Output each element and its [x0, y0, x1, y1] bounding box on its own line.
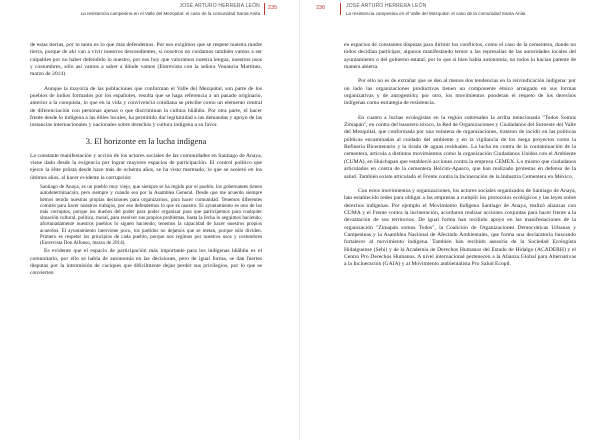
left-header-author: JOSÉ ARTURO HERRERA LEÓN: [179, 3, 260, 9]
body-paragraph: La constante manifestación y acción de los actores sociales de las comunidades en Santiago de Anaya, viene dado desde la exigencia por lograr mayores espacios de participación. El control político que ejerce la élite priista desde hace más de ochenta años, se ha visto mermado, lo que se aceleró en los últimos años, al hacer evidente la corrupción:: [30, 152, 262, 181]
left-page-body: [30, 42, 262, 278]
right-header-title: La resistencia campesina en el Valle del Mezquital: el caso de la comunidad Santa Anita: [346, 11, 526, 16]
left-running-header: [81, 3, 260, 17]
left-header-divider: [264, 3, 265, 15]
right-page: [300, 0, 600, 440]
section-heading: 3. El horizonte en la lucha indígena: [85, 135, 207, 146]
body-paragraph: Por ello no es de extrañar que se den al menos dos tendencias en la reivindicación indígena: por un lado las organizaciones productivas tienen un componente étnico arraigado en sus formas organizativas y de autogestión; por otro, los movimientos ponderan el respeto de los derechos indígenas como estrategia de resistencia.: [344, 78, 576, 107]
quote-continuation: de estas tierras, por lo tanto es lo que más defendemos. Por eso exigimos que se respete nuestra madre tierra, porque de ahí van a vivir nuestros descendientes, si nosotros no cuidamos también vamos a ser culpables por no haber defendido lo nuestro, por eso hoy que valoramos nuestra lengua, nuestros usos y costumbres, sólo así vamos a saber a dónde vamos (Entrevista con la señora Venancia Martínez, marzo de 2014).: [30, 42, 262, 78]
body-paragraph: Aunque la mayoría de las poblaciones que conforman el Valle del Mezquital, son parte de los pueblos de indios formados por los españoles, resulta que se haga referencia a un pasado originario, anterior a la conquista, lo que en la vida y convivencia cotidiana se precibe como un elemento central de diferenciación con personas ajenas o que discriminan la cultura hñähñu. Por otra parte, el hacer frente desde lo indígena a las élites locales, ha permitido dar legitimidad a las demandas y apoyo de las instancias internacionales y nacionales sobre derechos y cultura indígena a su favor.: [30, 85, 262, 129]
body-paragraph: en espacios de constantes disputas para dirimir los conflictos, como el caso de la cementera, donde no todos decidían participar, algunos manifestando temor a las represalias de las autoridades locales del ayuntamiento o del gobierno estatal, por lo que si bien había autonomía, no todos lo hacían patente de manera abierta.: [344, 42, 576, 71]
body-paragraph: Es evidente que el espacio de participación más importante para los indígenas hñähñu es el comunitario, por ello se habla de autonomía en las decisiones, pero de igual forma, se dan fuertes disputas por la intromisión de caciques que difícilmente dejan perder sus privilegios, por lo que se convierten: [30, 248, 262, 277]
right-page-body: [344, 42, 576, 269]
left-header-title: La resistencia campesina en el Valle del Mezquital: el caso de la comunidad Santa Anita: [80, 11, 260, 16]
body-paragraph: Con estos movimientos y organizaciones, los actores sociales organizados de Santiago de Anaya, han establecido redes para obligar a las empresas a cumplir los protocolos ecológicos y las leyes sobre derechos indígenas. Por ejemplo el Movimiento Indígena Santiago de Anaya, realizó alianzas con CUMA y el Frente contra la incineración, acordaron realizar acciones conjuntas para hacer frente a la devastación de sus territorios. De igual forma han recibido apoyo en las manifestaciones de la organización "Zimapán somos Todos", la Coalición de Organizaciones Democráticas Urbanas y Campesinas y la Asamblea Nacional de Afectado Ambientales, que forma una declaratoria buscando fortalecer al movimiento indígena. También han recibido asesoría de la Sociedad Ecologista Hidalguense (Sehi) y de la Academia de Derechos Humanos del Estado de Hidalgo (ACADERH) y el Centro Pro Derechos Humanos. A nivel internacional pertenecen a la Alianza Global para Alternativas a la Incineración (GAIA) y al Movimiento ambientalista Pro Salud Ecopil.: [344, 187, 576, 268]
left-page-number: 235: [268, 5, 278, 11]
right-page-number: 236: [316, 5, 326, 11]
body-paragraph: En cuanto a luchas ecologistas en la región sobresalen la arriba mencionada "Todos Somos Zimapán", en contra del basurero tóxico, la Red de Organizaciones y Ciudadanos del Suroeste del Valle del Mezquital, que conformada por una veintena de organizaciones, trataron de incidir en las políticas públicas encaminadas al cuidado del ambiente y en la vigilancia de los mega proyectos como la Refinería Bicentenario y la tirada de aguas residuales. La lucha en contra de la contaminación de la cementera, articula a distintos movimientos como la organización Ciudadanos Unidos con el Ambiente (CUMA), en Huichapan que estableció acciones contra la empresa CEMEX. Lo mismo que ciudadanos articulados en contra de la cementera Holcim-Apasco, que han realizado protestas en defensa de la salud. También existe articulado el Frente contra la Incineración de la Industria Cementera en México.: [344, 114, 576, 180]
right-running-header: [346, 3, 525, 17]
right-header-divider: [340, 3, 341, 15]
block-quote: Santiago de Anaya, es un pueblo muy viejo, que siempre se ha regido por el pueblo, los gobernantes tienen autodeterminación, pero siempre y cuando sea por la Asamblea General. Desde que me acuerdo siempre hemos tenido nuestras propias decisiones para organizarnos, para hacer comunidad. Tenemos diferentes comités para hacer nuestros trabajos, por eso defendemos lo que es nuestro. El ayuntamiento es uno de los más corruptos, porque los dueños del poder para poder organizar para que participemos para cualquier situación cultural, política, moral, para resolver sus propios problemas, hasta la fecha lo seguimos haciendo, afortunadamente nuestros pueblos lo siguen haciendo, tenemos la capacidad de hacer nuestros propios acuerdos. El ayuntamiento interviene poco, los partidos no dejamos que se metan, porque sólo dividen. Primero es respetar los principios de cada pueblo, porque nos regimos por nuestros usos y costumbres (Entrevista Don Alfonso, marzo de 2014).: [40, 184, 262, 246]
right-header-author: JOSÉ ARTURO HERRERA LEÓN: [346, 3, 427, 9]
